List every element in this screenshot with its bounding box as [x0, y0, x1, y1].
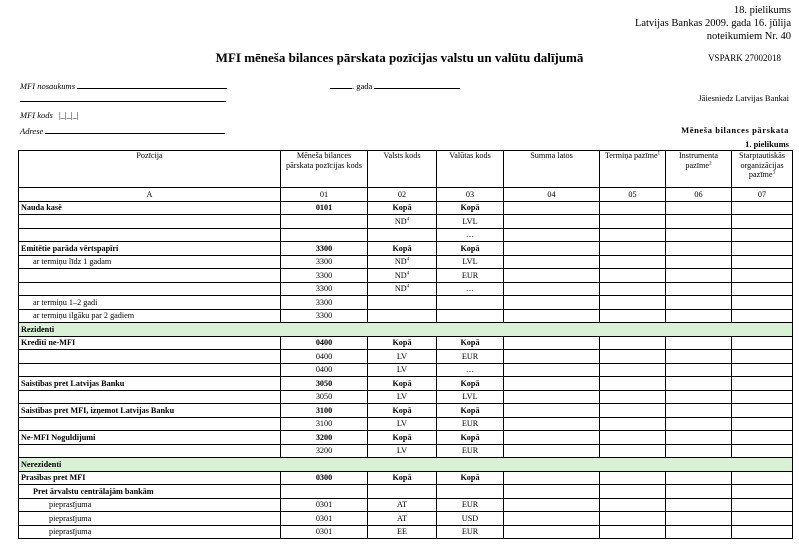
country-cell	[368, 485, 437, 499]
country-cell: LV	[368, 417, 437, 431]
intl-org-cell[interactable]	[732, 404, 793, 418]
page-title: MFI mēneša bilances pārskata pozīcijas valstu un valūtu dalījumā	[215, 50, 584, 65]
appendix-ref-line2: noteikumiem Nr. 40	[706, 31, 791, 42]
table-row	[19, 296, 793, 310]
amount-cell[interactable]	[504, 336, 600, 350]
country-cell: AT	[368, 498, 437, 512]
country-cell: Kopā	[368, 471, 437, 485]
intl-org-cell[interactable]	[732, 485, 793, 499]
term-cell[interactable]	[600, 404, 666, 418]
mfi-name-row	[20, 80, 227, 91]
table-row	[19, 228, 793, 242]
code-cell: 0301	[281, 498, 368, 512]
position-cell: pieprasījuma	[19, 525, 281, 539]
instrument-cell[interactable]	[666, 363, 732, 377]
currency-cell: …	[437, 228, 504, 242]
term-cell[interactable]	[600, 350, 666, 364]
instrument-cell[interactable]	[666, 390, 732, 404]
appendix-reference	[635, 4, 791, 43]
currency-cell: Kopā	[437, 404, 504, 418]
position-cell: Saistības pret Latvijas Banku	[19, 377, 281, 391]
position-cell: Nauda kasē	[19, 201, 281, 215]
currency-cell	[437, 485, 504, 499]
country-cell: Kopā	[368, 242, 437, 256]
col-header: Termiņa pazīme$^1$	[600, 151, 666, 188]
instrument-cell[interactable]	[666, 201, 732, 215]
instrument-cell[interactable]	[666, 525, 732, 539]
position-cell	[19, 269, 281, 283]
country-cell: Kopā	[368, 201, 437, 215]
currency-cell: Kopā	[437, 336, 504, 350]
position-cell: ar termiņu ilgāku par 2 gadiem	[19, 309, 281, 323]
currency-cell: EUR	[437, 417, 504, 431]
currency-cell: EUR	[437, 498, 504, 512]
position-cell	[19, 444, 281, 458]
amount-cell[interactable]	[504, 228, 600, 242]
col-letter: 03	[437, 188, 504, 202]
mfi-name-row-2	[20, 93, 226, 104]
currency-cell: Kopā	[437, 377, 504, 391]
intl-org-cell[interactable]	[732, 363, 793, 377]
term-cell[interactable]	[600, 309, 666, 323]
country-cell: Kopā	[368, 404, 437, 418]
currency-cell: EUR	[437, 269, 504, 283]
term-cell[interactable]	[600, 444, 666, 458]
instrument-cell[interactable]	[666, 485, 732, 499]
table-row	[19, 485, 793, 499]
term-cell[interactable]	[600, 336, 666, 350]
code-cell	[281, 215, 368, 229]
table-row	[19, 444, 793, 458]
amount-cell[interactable]	[504, 309, 600, 323]
table-row	[19, 255, 793, 269]
position-cell	[19, 282, 281, 296]
year-field[interactable]	[330, 80, 352, 89]
amount-cell[interactable]	[504, 269, 600, 283]
positions-table	[18, 150, 793, 539]
section-title: Rezidenti	[19, 323, 793, 337]
table-row	[19, 417, 793, 431]
intl-org-cell[interactable]	[732, 390, 793, 404]
code-cell: 3050	[281, 377, 368, 391]
instrument-cell[interactable]	[666, 417, 732, 431]
term-cell[interactable]	[600, 201, 666, 215]
currency-cell: Kopā	[437, 201, 504, 215]
instrument-cell[interactable]	[666, 269, 732, 283]
code-cell: 3300	[281, 255, 368, 269]
col-letter: 07	[732, 188, 793, 202]
term-cell[interactable]	[600, 417, 666, 431]
position-cell: ar termiņu 1–2 gadi	[19, 296, 281, 310]
amount-cell[interactable]	[504, 377, 600, 391]
currency-cell: EUR	[437, 350, 504, 364]
term-cell[interactable]	[600, 215, 666, 229]
col-header: Pozīcija	[19, 151, 281, 188]
mfi-code-label: MFI kods	[20, 110, 53, 120]
position-cell	[19, 363, 281, 377]
country-cell: $ND^4$	[368, 269, 437, 283]
position-cell	[19, 417, 281, 431]
term-cell[interactable]	[600, 363, 666, 377]
intl-org-cell[interactable]	[732, 444, 793, 458]
amount-cell[interactable]	[504, 471, 600, 485]
instrument-cell[interactable]	[666, 404, 732, 418]
table-row	[19, 269, 793, 283]
intl-org-cell[interactable]	[732, 431, 793, 445]
country-cell: LV	[368, 350, 437, 364]
intl-org-cell[interactable]	[732, 242, 793, 256]
country-cell: Kopā	[368, 377, 437, 391]
intl-org-cell[interactable]	[732, 336, 793, 350]
code-cell: 0400	[281, 350, 368, 364]
amount-cell[interactable]	[504, 417, 600, 431]
term-cell[interactable]	[600, 377, 666, 391]
col-letter: 04	[504, 188, 600, 202]
document-code: VSPARK 27002018	[708, 53, 781, 63]
position-cell: Pret ārvalstu centrālajām bankām	[19, 485, 281, 499]
address-field[interactable]	[45, 125, 225, 134]
col-letter: 01	[281, 188, 368, 202]
term-cell[interactable]	[600, 525, 666, 539]
intl-org-cell[interactable]	[732, 525, 793, 539]
instrument-cell[interactable]	[666, 350, 732, 364]
intl-org-cell[interactable]	[732, 350, 793, 364]
amount-cell[interactable]	[504, 282, 600, 296]
country-cell: Kopā	[368, 431, 437, 445]
col-letter: 02	[368, 188, 437, 202]
country-cell: AT	[368, 512, 437, 526]
country-cell	[368, 296, 437, 310]
term-cell[interactable]	[600, 431, 666, 445]
instrument-cell[interactable]	[666, 228, 732, 242]
section-row	[19, 323, 793, 337]
code-cell: 3300	[281, 309, 368, 323]
year-row	[330, 80, 460, 91]
amount-cell[interactable]	[504, 363, 600, 377]
table-row	[19, 242, 793, 256]
instrument-cell[interactable]	[666, 282, 732, 296]
country-cell: $ND^4$	[368, 215, 437, 229]
period-field[interactable]	[374, 80, 460, 89]
table-row	[19, 512, 793, 526]
currency-cell	[437, 296, 504, 310]
table-row	[19, 377, 793, 391]
amount-cell[interactable]	[504, 404, 600, 418]
code-cell: 3300	[281, 242, 368, 256]
table-row	[19, 525, 793, 539]
mfi-name-label: MFI nosaukums	[20, 81, 76, 91]
amount-cell[interactable]	[504, 498, 600, 512]
mfi-name-field-2[interactable]	[20, 93, 226, 102]
position-cell: pieprasījuma	[19, 512, 281, 526]
amount-cell[interactable]	[504, 431, 600, 445]
table-row	[19, 336, 793, 350]
currency-cell: LVL	[437, 215, 504, 229]
term-cell[interactable]	[600, 485, 666, 499]
instrument-cell[interactable]	[666, 336, 732, 350]
report-appendix: 1. pielikums	[745, 139, 789, 149]
currency-cell: EUR	[437, 444, 504, 458]
report-name: Mēneša bilances pārskata	[681, 125, 789, 135]
instrument-cell[interactable]	[666, 309, 732, 323]
instrument-cell[interactable]	[666, 215, 732, 229]
term-cell[interactable]	[600, 282, 666, 296]
country-cell: LV	[368, 390, 437, 404]
intl-org-cell[interactable]	[732, 228, 793, 242]
intl-org-cell[interactable]	[732, 201, 793, 215]
term-cell[interactable]	[600, 471, 666, 485]
table-row	[19, 390, 793, 404]
col-letter: 05	[600, 188, 666, 202]
amount-cell[interactable]	[504, 485, 600, 499]
currency-cell: …	[437, 363, 504, 377]
position-cell: Ne-MFI Noguldījumi	[19, 431, 281, 445]
col-header: Starptautiskās organizācijas pazīme$^3$	[732, 151, 793, 188]
submit-note: Jāiesniedz Latvijas Bankai	[698, 93, 789, 103]
amount-cell[interactable]	[504, 255, 600, 269]
country-cell: Kopā	[368, 336, 437, 350]
instrument-cell[interactable]	[666, 377, 732, 391]
section-row	[19, 458, 793, 472]
currency-cell: Kopā	[437, 431, 504, 445]
amount-cell[interactable]	[504, 390, 600, 404]
intl-org-cell[interactable]	[732, 498, 793, 512]
intl-org-cell[interactable]	[732, 309, 793, 323]
col-header: Mēneša bilances pārskata pozīcijas kods	[281, 151, 368, 188]
col-letter: A	[19, 188, 281, 202]
appendix-ref-line1: Latvijas Bankas 2009. gada 16. jūlija	[634, 18, 791, 29]
amount-cell[interactable]	[504, 444, 600, 458]
intl-org-cell[interactable]	[732, 471, 793, 485]
position-cell: Emitētie parāda vērtspapīri	[19, 242, 281, 256]
mfi-name-field[interactable]	[77, 80, 227, 89]
amount-cell[interactable]	[504, 525, 600, 539]
col-header: Valūtas kods	[437, 151, 504, 188]
code-cell: 0400	[281, 336, 368, 350]
term-cell[interactable]	[600, 390, 666, 404]
code-cell: 3200	[281, 431, 368, 445]
country-cell: $ND^4$	[368, 282, 437, 296]
position-cell: Saistības pret MFI, izņemot Latvijas Banku	[19, 404, 281, 418]
term-cell[interactable]	[600, 242, 666, 256]
code-cell: 0301	[281, 512, 368, 526]
col-header: Valsts kods	[368, 151, 437, 188]
col-header: Summa latos	[504, 151, 600, 188]
instrument-cell[interactable]	[666, 498, 732, 512]
position-cell	[19, 215, 281, 229]
table-row	[19, 309, 793, 323]
amount-cell[interactable]	[504, 215, 600, 229]
currency-cell: …	[437, 282, 504, 296]
country-cell: LV	[368, 444, 437, 458]
col-letter: 06	[666, 188, 732, 202]
term-cell[interactable]	[600, 512, 666, 526]
position-cell	[19, 390, 281, 404]
amount-cell[interactable]	[504, 512, 600, 526]
code-cell: 3300	[281, 269, 368, 283]
table-row	[19, 431, 793, 445]
code-cell: 3200	[281, 444, 368, 458]
column-letters-row	[19, 188, 793, 202]
instrument-cell[interactable]	[666, 242, 732, 256]
currency-cell: Kopā	[437, 471, 504, 485]
table-row	[19, 282, 793, 296]
table-header-row	[19, 151, 793, 188]
country-cell	[368, 228, 437, 242]
position-cell	[19, 228, 281, 242]
amount-cell[interactable]	[504, 242, 600, 256]
code-cell: 0400	[281, 363, 368, 377]
code-cell: 3300	[281, 296, 368, 310]
country-cell: $ND^4$	[368, 255, 437, 269]
amount-cell[interactable]	[504, 350, 600, 364]
country-cell: EE	[368, 525, 437, 539]
intl-org-cell[interactable]	[732, 296, 793, 310]
currency-cell	[437, 309, 504, 323]
code-cell: 3100	[281, 404, 368, 418]
instrument-cell[interactable]	[666, 512, 732, 526]
section-title: Nerezidenti	[19, 458, 793, 472]
table-row	[19, 350, 793, 364]
instrument-cell[interactable]	[666, 471, 732, 485]
code-cell: 3300	[281, 282, 368, 296]
intl-org-cell[interactable]	[732, 282, 793, 296]
country-cell	[368, 309, 437, 323]
intl-org-cell[interactable]	[732, 377, 793, 391]
amount-cell[interactable]	[504, 201, 600, 215]
intl-org-cell[interactable]	[732, 512, 793, 526]
intl-org-cell[interactable]	[732, 269, 793, 283]
table-row	[19, 404, 793, 418]
address-row	[20, 125, 225, 136]
position-cell	[19, 350, 281, 364]
term-cell[interactable]	[600, 228, 666, 242]
position-cell: pieprasījuma	[19, 498, 281, 512]
code-cell: 0301	[281, 525, 368, 539]
col-header: Instrumenta pazīme$^2$	[666, 151, 732, 188]
instrument-cell[interactable]	[666, 444, 732, 458]
intl-org-cell[interactable]	[732, 255, 793, 269]
mfi-code-boxes[interactable]: |_|_|_|	[58, 110, 79, 120]
currency-cell: LVL	[437, 255, 504, 269]
appendix-number: 18. pielikums	[733, 5, 791, 16]
instrument-cell[interactable]	[666, 431, 732, 445]
code-cell: 3100	[281, 417, 368, 431]
table-row	[19, 363, 793, 377]
table-row	[19, 201, 793, 215]
table-row	[19, 471, 793, 485]
code-cell: 0101	[281, 201, 368, 215]
currency-cell: EUR	[437, 525, 504, 539]
table-row	[19, 498, 793, 512]
instrument-cell[interactable]	[666, 255, 732, 269]
year-label: . gada	[352, 81, 373, 91]
code-cell	[281, 228, 368, 242]
currency-cell: USD	[437, 512, 504, 526]
table-body	[19, 201, 793, 539]
instrument-cell[interactable]	[666, 296, 732, 310]
mfi-code-row	[20, 110, 79, 120]
table-row	[19, 215, 793, 229]
currency-cell: Kopā	[437, 242, 504, 256]
term-cell[interactable]	[600, 255, 666, 269]
position-cell: Prasības pret MFI	[19, 471, 281, 485]
code-cell: 3050	[281, 390, 368, 404]
term-cell[interactable]	[600, 269, 666, 283]
country-cell: LV	[368, 363, 437, 377]
code-cell	[281, 485, 368, 499]
intl-org-cell[interactable]	[732, 215, 793, 229]
position-cell: ar termiņu līdz 1 gadam	[19, 255, 281, 269]
position-cell: Kredīti ne-MFI	[19, 336, 281, 350]
term-cell[interactable]	[600, 498, 666, 512]
currency-cell: LVL	[437, 390, 504, 404]
intl-org-cell[interactable]	[732, 417, 793, 431]
address-label: Adrese	[20, 126, 44, 136]
term-cell[interactable]	[600, 296, 666, 310]
amount-cell[interactable]	[504, 296, 600, 310]
code-cell: 0300	[281, 471, 368, 485]
